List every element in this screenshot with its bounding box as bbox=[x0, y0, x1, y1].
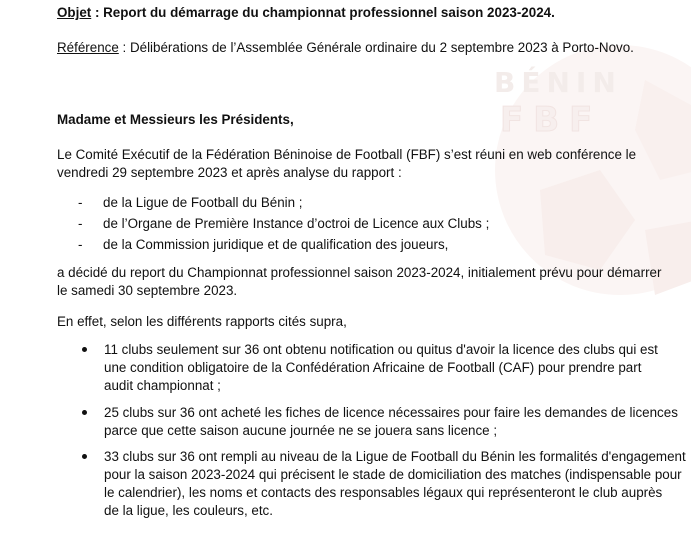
finding-text bbox=[104, 341, 679, 395]
finding-line: audit championnat ; bbox=[104, 378, 221, 393]
intro-line: Le Comité Exécutif de la Fédération Béninoise de Football (FBF) s’est réuni en web conférence le bbox=[57, 147, 637, 162]
intro-line: vendredi 29 septembre 2023 et après analyse du rapport : bbox=[57, 165, 402, 180]
reference-line bbox=[57, 39, 634, 57]
subject-text: : Report du démarrage du championnat professionnel saison 2023-2024. bbox=[91, 5, 555, 20]
finding-line: 25 clubs sur 36 ont acheté les fiches de licence nécessaires pour faire les demandes de licences bbox=[104, 405, 678, 420]
watermark-benin-text: BÉNIN bbox=[494, 66, 622, 99]
finding-line: parce que cette saison aucune journée ne se jouera sans licence ; bbox=[104, 423, 498, 438]
report-source-text: de l’Organe de Première Instance d’octroi de Licence aux Clubs ; bbox=[103, 216, 490, 231]
report-source-text: de la Ligue de Football du Bénin ; bbox=[103, 195, 303, 210]
finding-line: 33 clubs sur 36 ont rempli au niveau de la Ligue de Football du Bénin les formalités d'engagement bbox=[104, 449, 686, 464]
finding-line: une condition obligatoire de la Confédération Africaine de Football (CAF) pour prendre part bbox=[104, 360, 642, 375]
reference-label: Référence bbox=[57, 40, 119, 55]
bullet-marker bbox=[82, 454, 87, 459]
bullet-marker bbox=[82, 347, 87, 352]
salutation: Madame et Messieurs les Présidents, bbox=[57, 112, 294, 127]
report-source-text: de la Commission juridique et de qualification des joueurs, bbox=[103, 237, 449, 252]
watermark-fbf-text: FBF bbox=[500, 100, 603, 140]
decision-line: le samedi 30 septembre 2023. bbox=[57, 283, 238, 298]
finding-line: pour la saison 2023-2024 qui précisent le stade de domiciliation des matches (indispensable pour bbox=[104, 467, 682, 482]
dash-marker: - bbox=[78, 216, 83, 231]
finding-line: 11 clubs seulement sur 36 ont obtenu notification ou quitus d'avoir la licence des clubs qui est bbox=[104, 342, 658, 357]
transition-line: En effet, selon les différents rapports cités supra, bbox=[57, 314, 347, 329]
decision-line: a décidé du report du Championnat professionnel saison 2023-2024, initialement prévu pour démarrer bbox=[57, 265, 662, 280]
finding-line: de la ligue, les couleurs, etc. bbox=[104, 503, 273, 518]
finding-line: le calendrier), les noms et contacts des responsables légaux qui représenteront le club auprès bbox=[104, 485, 663, 500]
dash-marker: - bbox=[78, 195, 83, 210]
reference-text: : Délibérations de l’Assemblée Générale ordinaire du 2 septembre 2023 à Porto-Novo. bbox=[118, 40, 634, 55]
finding-text bbox=[104, 448, 686, 520]
bullet-marker bbox=[82, 410, 87, 415]
finding-text bbox=[104, 404, 679, 440]
subject-line bbox=[57, 4, 555, 22]
dash-marker: - bbox=[78, 237, 83, 252]
subject-label: Objet bbox=[57, 5, 92, 20]
